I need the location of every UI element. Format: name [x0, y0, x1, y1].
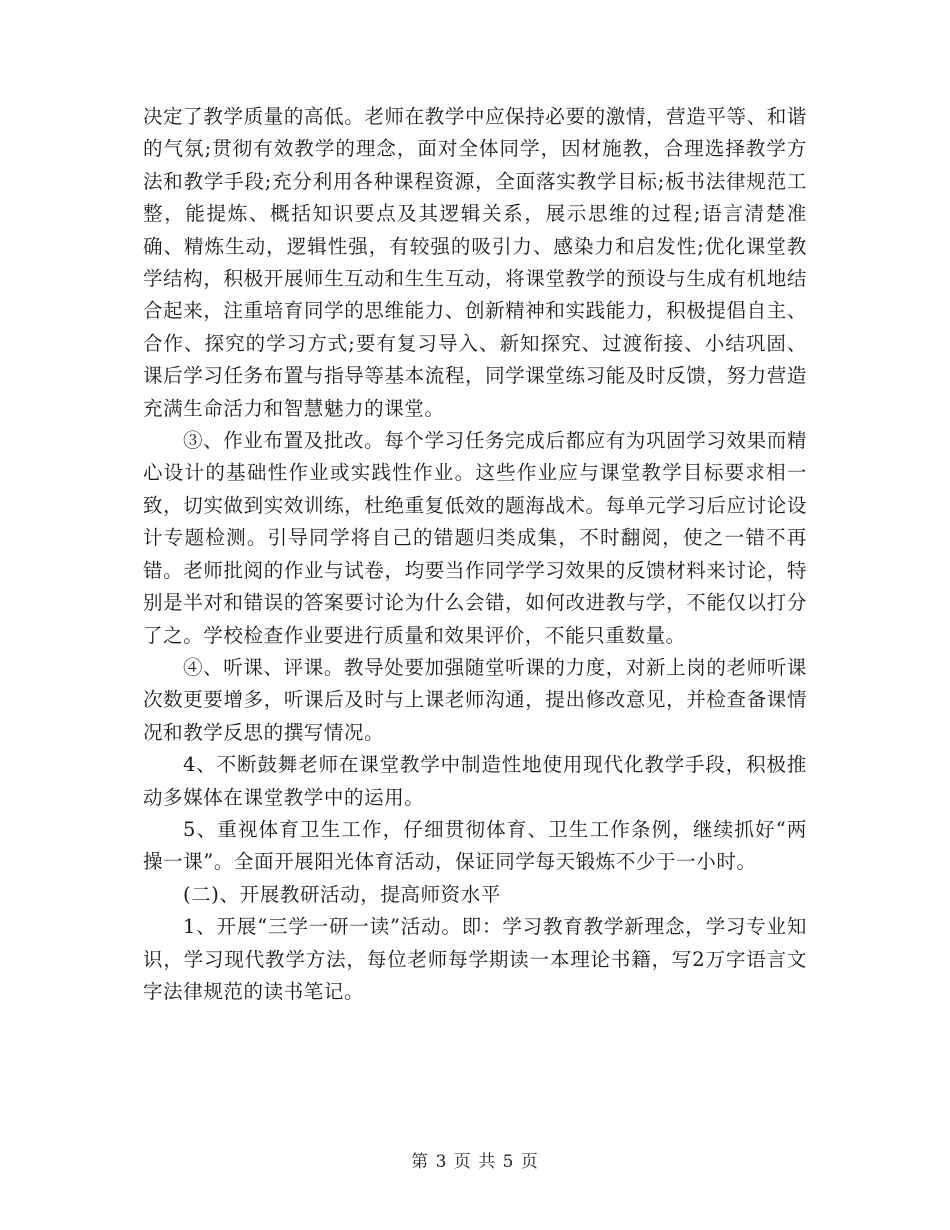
paragraph-sports-hygiene: 5、重视体育卫生工作，仔细贯彻体育、卫生工作条例，继续抓好“两操一课”。全面开展阳光体育活动，保证同学每天锻炼不少于一小时。 [143, 817, 807, 874]
section-heading-teaching-research: (二)、开展教研活动，提高师资水平 [183, 882, 501, 906]
paragraph-modern-teaching-tools: 4、不断鼓舞老师在课堂教学中制造性地使用现代化教学手段，积极推动多媒体在课堂教学中的运用。 [143, 753, 807, 809]
paragraph-teaching-quality: 决定了教学质量的高低。老师在教学中应保持必要的激情，营造平等、和谐的气氛;贯彻有效教学的理念，面对全体同学，因材施教，合理选择教学方法和教学手段;充分利用各种课程资源，全面落实教学目标;板书法律规范工整，能提炼、概括知识要点及其逻辑关系，展示思维的过程;语言清楚准确、精炼生动，逻辑性强，有较强的吸引力、感染力和启发性;优化课堂教学结构，积极开展师生互动和生生互动，将课堂教学的预设与生成有机地结合起来，注重培育同学的思维能力、创新精神和实践能力，积极提倡自主、合作、探究的学习方式;要有复习导入、新知探究、过渡衔接、小结巩固、课后学习任务布置与指导等基本流程，同学课堂练习能及时反馈，努力营造充满生命活力和智慧魅力的课堂。 [143, 105, 807, 420]
paragraph-lesson-observation: ④、听课、评课。教导处要加强随堂听课的力度，对新上岗的老师听课次数更要增多，听课后及时与上课老师沟通，提出修改意见，并检查备课情况和教学反思的撰写情况。 [143, 655, 807, 744]
document-page [143, 101, 807, 1008]
paragraph-homework: ③、作业布置及批改。每个学习任务完成后都应有为巩固学习效果而精心设计的基础性作业或实践性作业。这些作业应与课堂教学目标要求相一致，切实做到实效训练，杜绝重复低效的题海战术。每单元学习后应讨论设计专题检测。引导同学将自己的错题归类成集，不时翻阅，使之一错不再错。老师批阅的作业与试卷，均要当作同学学习效果的反馈材料来讨论，特别是半对和错误的答案要讨论为什么会错，如何改进教与学，不能仅以打分了之。学校检查作业要进行质量和效果评价，不能只重数量。 [143, 429, 807, 647]
paragraph-study-activity: 1、开展“三学一研一读”活动。即：学习教育教学新理念，学习专业知识，学习现代教学方法，每位老师每学期读一本理论书籍，写2万字语言文字法律规范的读书笔记。 [143, 915, 807, 1003]
page-number-footer: 第 3 页 共 5 页 [411, 1152, 539, 1172]
